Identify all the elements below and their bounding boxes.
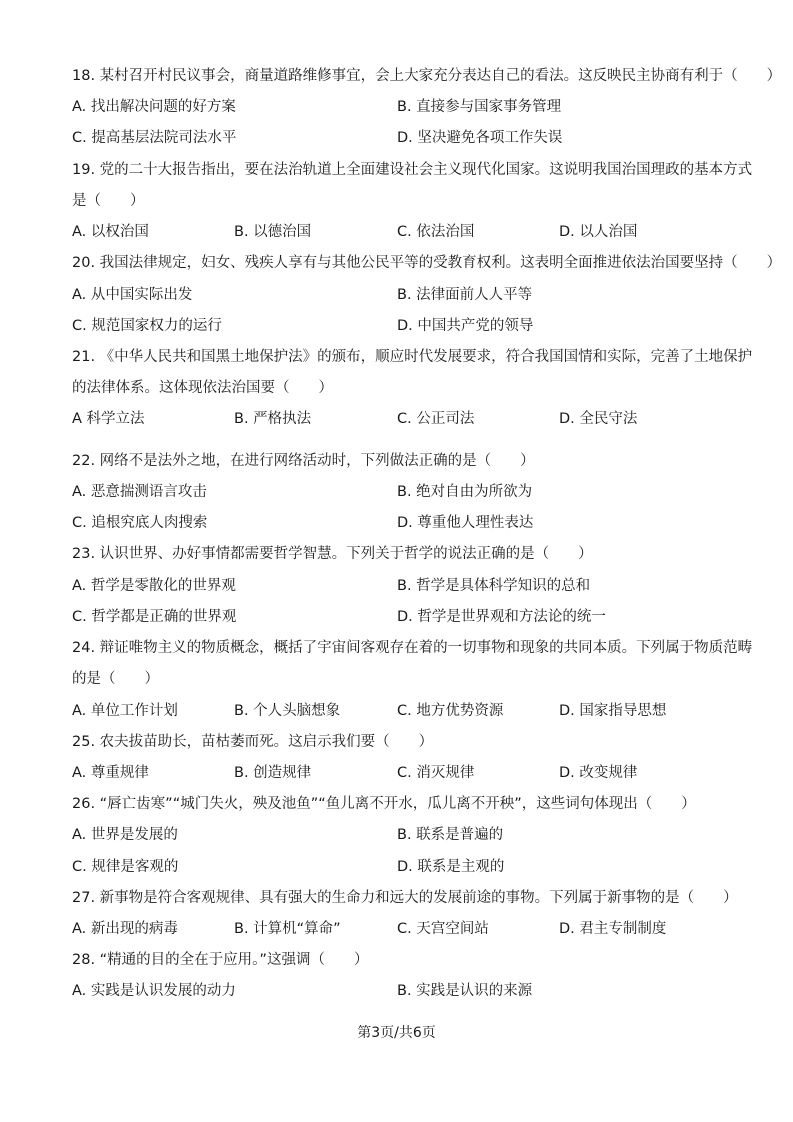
question-20-option-a: A. 从中国实际出发 xyxy=(72,287,193,303)
question-21-option-d: D. 全民守法 xyxy=(559,411,638,427)
question-24-stem-cont: 的是（ ） xyxy=(72,671,159,687)
question-20-option-c: C. 规范国家权力的运行 xyxy=(72,318,222,334)
question-28-stem: 28. “精通的目的全在于应用。”这强调（ ） xyxy=(72,952,369,968)
question-21-option-a: A 科学立法 xyxy=(72,411,145,427)
question-20-stem: 20. 我国法律规定，妇女、残疾人享有与其他公民平等的受教育权利。这表明全面推进依法治国要坚持（ ） xyxy=(72,255,782,271)
question-25-option-d: D. 改变规律 xyxy=(559,765,638,781)
question-23-option-d: D. 哲学是世界观和方法论的统一 xyxy=(397,609,606,625)
question-25-option-c: C. 消灭规律 xyxy=(397,765,475,781)
question-24-option-d: D. 国家指导思想 xyxy=(559,703,667,719)
question-28-option-a: A. 实践是认识发展的动力 xyxy=(72,983,236,999)
question-24-option-b: B. 个人头脑想象 xyxy=(234,703,341,719)
question-27-option-a: A. 新出现的病毒 xyxy=(72,921,178,937)
question-22-option-a: A. 恶意揣测语言攻击 xyxy=(72,484,207,500)
question-23-stem: 23. 认识世界、办好事情都需要哲学智慧。下列关于哲学的说法正确的是（ ） xyxy=(72,546,593,562)
question-19-option-b: B. 以德治国 xyxy=(234,224,312,240)
question-25-stem: 25. 农夫拔苗助长，苗枯萎而死。这启示我们要（ ） xyxy=(72,734,434,750)
question-26-option-c: C. 规律是客观的 xyxy=(72,859,179,875)
question-25-option-b: B. 创造规律 xyxy=(234,765,312,781)
question-24-option-a: A. 单位工作计划 xyxy=(72,703,178,719)
question-19-option-a: A. 以权治国 xyxy=(72,224,149,240)
question-27-option-b: B. 计算机“算命” xyxy=(234,921,341,937)
question-28-option-b: B. 实践是认识的来源 xyxy=(397,983,533,999)
question-19-option-d: D. 以人治国 xyxy=(559,224,638,240)
question-24-option-c: C. 地方优势资源 xyxy=(397,703,504,719)
question-19-option-c: C. 依法治国 xyxy=(397,224,475,240)
question-23-option-b: B. 哲学是具体科学知识的总和 xyxy=(397,578,591,594)
question-18-option-d: D. 坚决避免各项工作失误 xyxy=(397,130,563,146)
question-22-option-b: B. 绝对自由为所欲为 xyxy=(397,484,533,500)
question-19-stem: 19. 党的二十大报告指出，要在法治轨道上全面建设社会主义现代化国家。这说明我国治国理政的基本方式 xyxy=(72,162,753,178)
question-27-option-c: C. 天宫空间站 xyxy=(397,921,489,937)
question-21-option-b: B. 严格执法 xyxy=(234,411,312,427)
question-20-option-d: D. 中国共产党的领导 xyxy=(397,318,534,334)
question-23-option-c: C. 哲学都是正确的世界观 xyxy=(72,609,237,625)
question-24-stem: 24. 辩证唯物主义的物质概念，概括了宇宙间客观存在着的一切事物和现象的共同本质。下列属于物质范畴 xyxy=(72,640,753,656)
question-21-stem: 21. 《中华人民共和国黑土地保护法》的颁布，顺应时代发展要求，符合我国国情和实际，完善了土地保护 xyxy=(72,349,753,365)
question-26-option-d: D. 联系是主观的 xyxy=(397,859,505,875)
question-18-stem: 18. 某村召开村民议事会，商量道路维修事宜，会上大家充分表达自己的看法。这反映民主协商有利于（ ） xyxy=(72,68,782,84)
question-27-stem: 27. 新事物是符合客观规律、具有强大的生命力和远大的发展前途的事物。下列属于新事物的是（ ） xyxy=(72,890,738,906)
page-number-footer: 第3页/共6页 xyxy=(357,1025,436,1041)
question-26-stem: 26. “唇亡齿寒”“城门失火，殃及池鱼”“鱼儿离不开水，瓜儿离不开秧”，这些词句体现出（ ） xyxy=(72,796,696,812)
question-22-option-d: D. 尊重他人理性表达 xyxy=(397,515,534,531)
question-18-option-c: C. 提高基层法院司法水平 xyxy=(72,130,237,146)
question-27-option-d: D. 君主专制制度 xyxy=(559,921,667,937)
question-22-option-c: C. 追根究底人肉搜索 xyxy=(72,515,208,531)
question-22-stem: 22. 网络不是法外之地，在进行网络活动时，下列做法正确的是（ ） xyxy=(72,453,535,469)
question-26-option-a: A. 世界是发展的 xyxy=(72,827,178,843)
question-23-option-a: A. 哲学是零散化的世界观 xyxy=(72,578,236,594)
question-26-option-b: B. 联系是普遍的 xyxy=(397,827,504,843)
question-21-stem-cont: 的法律体系。这体现依法治国要（ ） xyxy=(72,380,333,396)
question-19-stem-cont: 是（ ） xyxy=(72,193,145,209)
question-21-option-c: C. 公正司法 xyxy=(397,411,475,427)
question-18-option-a: A. 找出解决问题的好方案 xyxy=(72,99,236,115)
question-20-option-b: B. 法律面前人人平等 xyxy=(397,287,533,303)
question-18-option-b: B. 直接参与国家事务管理 xyxy=(397,99,562,115)
question-25-option-a: A. 尊重规律 xyxy=(72,765,149,781)
